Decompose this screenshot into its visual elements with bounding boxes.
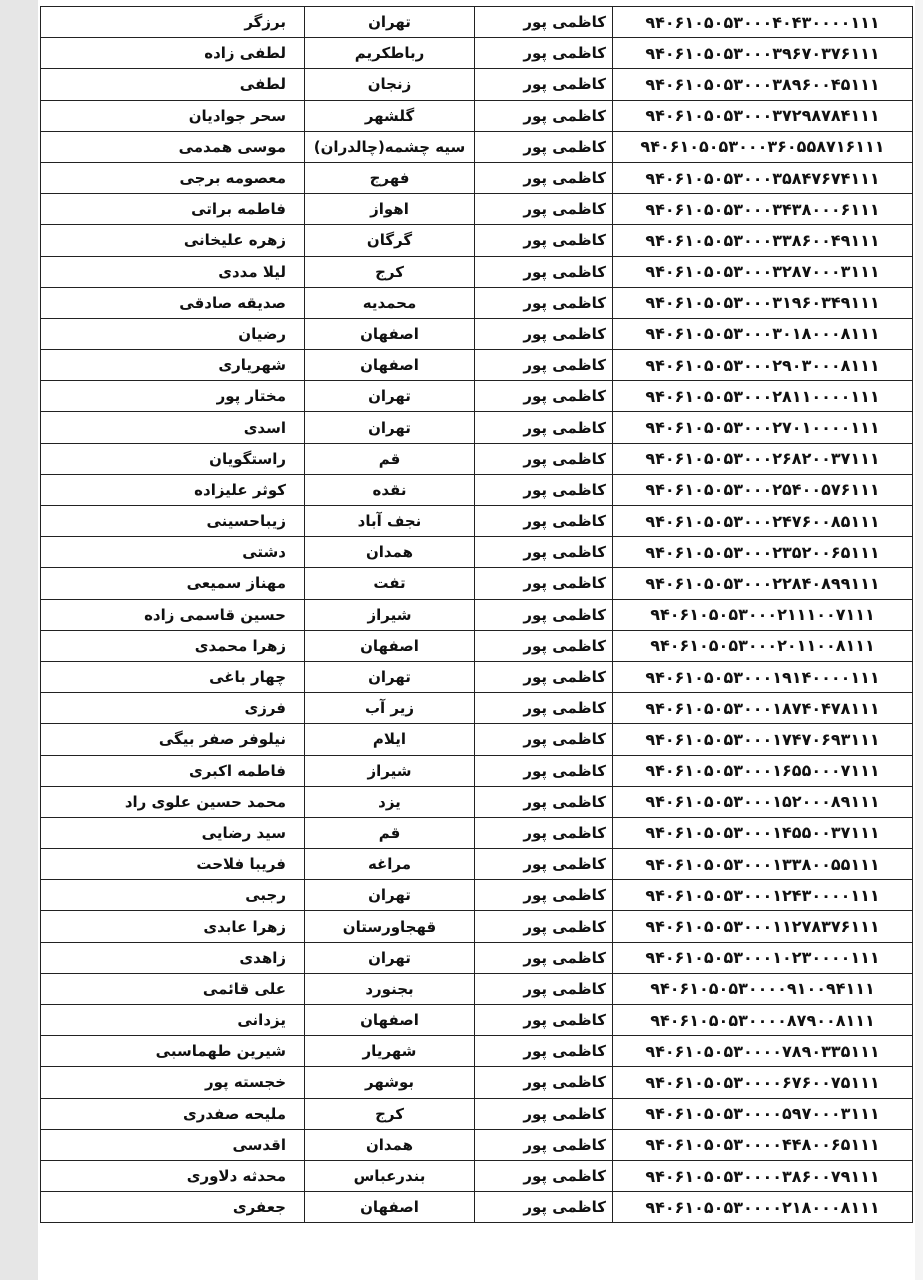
table-row bbox=[41, 1067, 913, 1098]
tracking-code-cell: ۹۴۰۶۱۰۵۰۵۳۰۰۰۰۸۷۹۰۰۸۱۱۱ bbox=[613, 1005, 913, 1036]
tracking-code-cell: ۹۴۰۶۱۰۵۰۵۳۰۰۰۰۵۹۷۰۰۰۳۱۱۱ bbox=[613, 1098, 913, 1129]
tracking-code-cell: ۹۴۰۶۱۰۵۰۵۳۰۰۰۲۹۰۳۰۰۰۸۱۱۱ bbox=[613, 350, 913, 381]
table-row bbox=[41, 942, 913, 973]
table-row bbox=[41, 724, 913, 755]
sender-cell: کاظمی پور bbox=[475, 973, 613, 1004]
table-row bbox=[41, 568, 913, 599]
recipient-name-cell: فاطمه براتی bbox=[41, 194, 305, 225]
recipient-name-cell: موسی همدمی bbox=[41, 131, 305, 162]
recipient-name-cell: برزگر bbox=[41, 7, 305, 38]
sender-cell: کاظمی پور bbox=[475, 443, 613, 474]
table-row bbox=[41, 318, 913, 349]
recipient-name-cell: محدثه دلاوری bbox=[41, 1160, 305, 1191]
city-cell: همدان bbox=[305, 537, 475, 568]
sender-cell: کاظمی پور bbox=[475, 412, 613, 443]
sender-cell: کاظمی پور bbox=[475, 1192, 613, 1223]
tracking-code-cell: ۹۴۰۶۱۰۵۰۵۳۰۰۰۱۰۲۳۰۰۰۰۱۱۱ bbox=[613, 942, 913, 973]
tracking-code-cell: ۹۴۰۶۱۰۵۰۵۳۰۰۰۳۷۲۹۸۷۸۴۱۱۱ bbox=[613, 100, 913, 131]
city-cell: شیراز bbox=[305, 755, 475, 786]
table-row bbox=[41, 693, 913, 724]
tracking-code-cell: ۹۴۰۶۱۰۵۰۵۳۰۰۰۲۱۱۱۰۰۷۱۱۱ bbox=[613, 599, 913, 630]
table-row bbox=[41, 1192, 913, 1223]
recipient-name-cell: علی قائمی bbox=[41, 973, 305, 1004]
tracking-code-cell: ۹۴۰۶۱۰۵۰۵۳۰۰۰۲۸۱۱۰۰۰۰۱۱۱ bbox=[613, 381, 913, 412]
recipient-name-cell: فرزی bbox=[41, 693, 305, 724]
recipient-name-cell: لیلا مددی bbox=[41, 256, 305, 287]
sender-cell: کاظمی پور bbox=[475, 225, 613, 256]
sender-cell: کاظمی پور bbox=[475, 942, 613, 973]
recipient-name-cell: حسین قاسمی زاده bbox=[41, 599, 305, 630]
table-row bbox=[41, 256, 913, 287]
sender-cell: کاظمی پور bbox=[475, 69, 613, 100]
sender-cell: کاظمی پور bbox=[475, 849, 613, 880]
recipient-name-cell: شیرین طهماسبی bbox=[41, 1036, 305, 1067]
table-row bbox=[41, 1129, 913, 1160]
city-cell: نقده bbox=[305, 474, 475, 505]
recipient-name-cell: زاهدی bbox=[41, 942, 305, 973]
table-row bbox=[41, 69, 913, 100]
table-row bbox=[41, 1098, 913, 1129]
city-cell: بندرعباس bbox=[305, 1160, 475, 1191]
tracking-code-cell: ۹۴۰۶۱۰۵۰۵۳۰۰۰۳۱۹۶۰۳۴۹۱۱۱ bbox=[613, 287, 913, 318]
table-row bbox=[41, 350, 913, 381]
tracking-code-cell: ۹۴۰۶۱۰۵۰۵۳۰۰۰۱۶۵۵۰۰۰۷۱۱۱ bbox=[613, 755, 913, 786]
recipient-name-cell: جعفری bbox=[41, 1192, 305, 1223]
city-cell: زیر آب bbox=[305, 693, 475, 724]
city-cell: زنجان bbox=[305, 69, 475, 100]
recipient-name-cell: اسدی bbox=[41, 412, 305, 443]
sender-cell: کاظمی پور bbox=[475, 1129, 613, 1160]
tracking-code-cell: ۹۴۰۶۱۰۵۰۵۳۰۰۰۱۷۴۷۰۶۹۳۱۱۱ bbox=[613, 724, 913, 755]
table-row bbox=[41, 381, 913, 412]
recipient-name-cell: یزدانی bbox=[41, 1005, 305, 1036]
sender-cell: کاظمی پور bbox=[475, 693, 613, 724]
city-cell: محمدیه bbox=[305, 287, 475, 318]
recipient-name-cell: صدیقه صادقی bbox=[41, 287, 305, 318]
city-cell: بجنورد bbox=[305, 973, 475, 1004]
tracking-code-cell: ۹۴۰۶۱۰۵۰۵۳۰۰۰۱۳۳۸۰۰۵۵۱۱۱ bbox=[613, 849, 913, 880]
sender-cell: کاظمی پور bbox=[475, 474, 613, 505]
city-cell: اصفهان bbox=[305, 318, 475, 349]
table-row bbox=[41, 1005, 913, 1036]
sender-cell: کاظمی پور bbox=[475, 568, 613, 599]
tracking-code-cell: ۹۴۰۶۱۰۵۰۵۳۰۰۰۱۴۵۵۰۰۳۷۱۱۱ bbox=[613, 817, 913, 848]
recipient-name-cell: دشتی bbox=[41, 537, 305, 568]
table-row bbox=[41, 474, 913, 505]
sender-cell: کاظمی پور bbox=[475, 7, 613, 38]
table-row bbox=[41, 162, 913, 193]
tracking-code-cell: ۹۴۰۶۱۰۵۰۵۳۰۰۰۳۰۱۸۰۰۰۸۱۱۱ bbox=[613, 318, 913, 349]
shipment-table bbox=[40, 6, 913, 1223]
recipient-name-cell: زهره علیخانی bbox=[41, 225, 305, 256]
tracking-code-cell: ۹۴۰۶۱۰۵۰۵۳۰۰۰۲۵۴۰۰۵۷۶۱۱۱ bbox=[613, 474, 913, 505]
city-cell: کرج bbox=[305, 1098, 475, 1129]
tracking-code-cell: ۹۴۰۶۱۰۵۰۵۳۰۰۰۲۳۵۲۰۰۶۵۱۱۱ bbox=[613, 537, 913, 568]
table-row bbox=[41, 537, 913, 568]
city-cell: اصفهان bbox=[305, 1192, 475, 1223]
sender-cell: کاظمی پور bbox=[475, 162, 613, 193]
city-cell: همدان bbox=[305, 1129, 475, 1160]
city-cell: ایلام bbox=[305, 724, 475, 755]
tracking-code-cell: ۹۴۰۶۱۰۵۰۵۳۰۰۰۰۴۴۸۰۰۶۵۱۱۱ bbox=[613, 1129, 913, 1160]
tracking-code-cell: ۹۴۰۶۱۰۵۰۵۳۰۰۰۳۲۸۷۰۰۰۳۱۱۱ bbox=[613, 256, 913, 287]
tracking-code-cell: ۹۴۰۶۱۰۵۰۵۳۰۰۰۱۲۴۳۰۰۰۰۱۱۱ bbox=[613, 880, 913, 911]
recipient-name-cell: راستگویان bbox=[41, 443, 305, 474]
tracking-code-cell: ۹۴۰۶۱۰۵۰۵۳۰۰۰۰۳۸۶۰۰۷۹۱۱۱ bbox=[613, 1160, 913, 1191]
recipient-name-cell: شهریاری bbox=[41, 350, 305, 381]
sender-cell: کاظمی پور bbox=[475, 1005, 613, 1036]
recipient-name-cell: معصومه برجی bbox=[41, 162, 305, 193]
city-cell: اهواز bbox=[305, 194, 475, 225]
recipient-name-cell: نیلوفر صفر بیگی bbox=[41, 724, 305, 755]
city-cell: تهران bbox=[305, 880, 475, 911]
city-cell: فهرج bbox=[305, 162, 475, 193]
table-row bbox=[41, 287, 913, 318]
recipient-name-cell: فاطمه اکبری bbox=[41, 755, 305, 786]
recipient-name-cell: زهرا عابدی bbox=[41, 911, 305, 942]
tracking-code-cell: ۹۴۰۶۱۰۵۰۵۳۰۰۰۱۱۲۷۸۳۷۶۱۱۱ bbox=[613, 911, 913, 942]
city-cell: شهریار bbox=[305, 1036, 475, 1067]
sender-cell: کاظمی پور bbox=[475, 755, 613, 786]
sender-cell: کاظمی پور bbox=[475, 1036, 613, 1067]
city-cell: تهران bbox=[305, 661, 475, 692]
table-body bbox=[41, 7, 913, 1223]
tracking-code-cell: ۹۴۰۶۱۰۵۰۵۳۰۰۰۲۶۸۲۰۰۳۷۱۱۱ bbox=[613, 443, 913, 474]
table-row bbox=[41, 1160, 913, 1191]
table-row bbox=[41, 755, 913, 786]
tracking-code-cell: ۹۴۰۶۱۰۵۰۵۳۰۰۰۲۰۱۱۰۰۸۱۱۱ bbox=[613, 630, 913, 661]
tracking-code-cell: ۹۴۰۶۱۰۵۰۵۳۰۰۰۳۵۸۴۷۶۷۴۱۱۱ bbox=[613, 162, 913, 193]
city-cell: گلشهر bbox=[305, 100, 475, 131]
tracking-code-cell: ۹۴۰۶۱۰۵۰۵۳۰۰۰۲۲۸۴۰۸۹۹۱۱۱ bbox=[613, 568, 913, 599]
recipient-name-cell: لطفی bbox=[41, 69, 305, 100]
city-cell: تهران bbox=[305, 381, 475, 412]
city-cell: قم bbox=[305, 443, 475, 474]
tracking-code-cell: ۹۴۰۶۱۰۵۰۵۳۰۰۰۳۶۰۵۵۸۷۱۶۱۱۱ bbox=[613, 131, 913, 162]
table-row bbox=[41, 194, 913, 225]
tracking-code-cell: ۹۴۰۶۱۰۵۰۵۳۰۰۰۲۴۷۶۰۰۸۵۱۱۱ bbox=[613, 506, 913, 537]
sender-cell: کاظمی پور bbox=[475, 599, 613, 630]
tracking-code-cell: ۹۴۰۶۱۰۵۰۵۳۰۰۰۰۷۸۹۰۳۳۵۱۱۱ bbox=[613, 1036, 913, 1067]
sender-cell: کاظمی پور bbox=[475, 880, 613, 911]
tracking-code-cell: ۹۴۰۶۱۰۵۰۵۳۰۰۰۱۵۲۰۰۰۸۹۱۱۱ bbox=[613, 786, 913, 817]
table-row bbox=[41, 786, 913, 817]
sender-cell: کاظمی پور bbox=[475, 381, 613, 412]
city-cell: تفت bbox=[305, 568, 475, 599]
city-cell: تهران bbox=[305, 942, 475, 973]
city-cell: شیراز bbox=[305, 599, 475, 630]
table-row bbox=[41, 225, 913, 256]
sender-cell: کاظمی پور bbox=[475, 256, 613, 287]
recipient-name-cell: سحر جوادیان bbox=[41, 100, 305, 131]
sender-cell: کاظمی پور bbox=[475, 38, 613, 69]
city-cell: یزد bbox=[305, 786, 475, 817]
tracking-code-cell: ۹۴۰۶۱۰۵۰۵۳۰۰۰۴۰۴۳۰۰۰۰۱۱۱ bbox=[613, 7, 913, 38]
table-row bbox=[41, 100, 913, 131]
city-cell: اصفهان bbox=[305, 1005, 475, 1036]
tracking-code-cell: ۹۴۰۶۱۰۵۰۵۳۰۰۰۱۹۱۴۰۰۰۰۱۱۱ bbox=[613, 661, 913, 692]
sender-cell: کاظمی پور bbox=[475, 100, 613, 131]
city-cell: مراغه bbox=[305, 849, 475, 880]
tracking-code-cell: ۹۴۰۶۱۰۵۰۵۳۰۰۰۰۹۱۰۰۹۴۱۱۱ bbox=[613, 973, 913, 1004]
table-row bbox=[41, 630, 913, 661]
recipient-name-cell: فریبا فلاحت bbox=[41, 849, 305, 880]
table-row bbox=[41, 443, 913, 474]
city-cell: تهران bbox=[305, 412, 475, 443]
city-cell: اصفهان bbox=[305, 630, 475, 661]
recipient-name-cell: زیباحسینی bbox=[41, 506, 305, 537]
city-cell: تهران bbox=[305, 7, 475, 38]
table-row bbox=[41, 412, 913, 443]
sender-cell: کاظمی پور bbox=[475, 287, 613, 318]
sender-cell: کاظمی پور bbox=[475, 1160, 613, 1191]
recipient-name-cell: محمد حسین علوی راد bbox=[41, 786, 305, 817]
city-cell: رباطکریم bbox=[305, 38, 475, 69]
recipient-name-cell: رضیان bbox=[41, 318, 305, 349]
sender-cell: کاظمی پور bbox=[475, 786, 613, 817]
city-cell: گرگان bbox=[305, 225, 475, 256]
city-cell: قم bbox=[305, 817, 475, 848]
table-row bbox=[41, 911, 913, 942]
table-row bbox=[41, 131, 913, 162]
sender-cell: کاظمی پور bbox=[475, 817, 613, 848]
table-row bbox=[41, 849, 913, 880]
right-margin bbox=[915, 0, 923, 1280]
city-cell: سیه چشمه(چالدران) bbox=[305, 131, 475, 162]
sender-cell: کاظمی پور bbox=[475, 1067, 613, 1098]
table-row bbox=[41, 506, 913, 537]
tracking-code-cell: ۹۴۰۶۱۰۵۰۵۳۰۰۰۳۸۹۶۰۰۴۵۱۱۱ bbox=[613, 69, 913, 100]
city-cell: کرج bbox=[305, 256, 475, 287]
tracking-code-cell: ۹۴۰۶۱۰۵۰۵۳۰۰۰۳۳۸۶۰۰۴۹۱۱۱ bbox=[613, 225, 913, 256]
recipient-name-cell: ملیحه صفدری bbox=[41, 1098, 305, 1129]
sender-cell: کاظمی پور bbox=[475, 506, 613, 537]
tracking-code-cell: ۹۴۰۶۱۰۵۰۵۳۰۰۰۲۷۰۱۰۰۰۰۱۱۱ bbox=[613, 412, 913, 443]
sender-cell: کاظمی پور bbox=[475, 661, 613, 692]
table-row bbox=[41, 817, 913, 848]
table-row bbox=[41, 973, 913, 1004]
recipient-name-cell: اقدسی bbox=[41, 1129, 305, 1160]
table-row bbox=[41, 7, 913, 38]
recipient-name-cell: زهرا محمدی bbox=[41, 630, 305, 661]
recipient-name-cell: چهار باغی bbox=[41, 661, 305, 692]
recipient-name-cell: لطفی زاده bbox=[41, 38, 305, 69]
recipient-name-cell: مختار پور bbox=[41, 381, 305, 412]
recipient-name-cell: مهناز سمیعی bbox=[41, 568, 305, 599]
city-cell: نجف آباد bbox=[305, 506, 475, 537]
sender-cell: کاظمی پور bbox=[475, 537, 613, 568]
city-cell: قهجاورستان bbox=[305, 911, 475, 942]
document-page bbox=[40, 6, 912, 1223]
sender-cell: کاظمی پور bbox=[475, 318, 613, 349]
tracking-code-cell: ۹۴۰۶۱۰۵۰۵۳۰۰۰۰۲۱۸۰۰۰۸۱۱۱ bbox=[613, 1192, 913, 1223]
tracking-code-cell: ۹۴۰۶۱۰۵۰۵۳۰۰۰۰۶۷۶۰۰۷۵۱۱۱ bbox=[613, 1067, 913, 1098]
recipient-name-cell: کوثر علیزاده bbox=[41, 474, 305, 505]
table-row bbox=[41, 1036, 913, 1067]
recipient-name-cell: رجبی bbox=[41, 880, 305, 911]
sender-cell: کاظمی پور bbox=[475, 350, 613, 381]
sender-cell: کاظمی پور bbox=[475, 911, 613, 942]
city-cell: بوشهر bbox=[305, 1067, 475, 1098]
tracking-code-cell: ۹۴۰۶۱۰۵۰۵۳۰۰۰۳۹۶۷۰۳۷۶۱۱۱ bbox=[613, 38, 913, 69]
table-row bbox=[41, 661, 913, 692]
sender-cell: کاظمی پور bbox=[475, 724, 613, 755]
recipient-name-cell: سید رضایی bbox=[41, 817, 305, 848]
recipient-name-cell: خجسته پور bbox=[41, 1067, 305, 1098]
tracking-code-cell: ۹۴۰۶۱۰۵۰۵۳۰۰۰۱۸۷۴۰۴۷۸۱۱۱ bbox=[613, 693, 913, 724]
left-margin bbox=[0, 0, 38, 1280]
sender-cell: کاظمی پور bbox=[475, 131, 613, 162]
table-row bbox=[41, 38, 913, 69]
sender-cell: کاظمی پور bbox=[475, 1098, 613, 1129]
city-cell: اصفهان bbox=[305, 350, 475, 381]
tracking-code-cell: ۹۴۰۶۱۰۵۰۵۳۰۰۰۳۴۳۸۰۰۰۶۱۱۱ bbox=[613, 194, 913, 225]
table-row bbox=[41, 599, 913, 630]
sender-cell: کاظمی پور bbox=[475, 194, 613, 225]
sender-cell: کاظمی پور bbox=[475, 630, 613, 661]
table-row bbox=[41, 880, 913, 911]
